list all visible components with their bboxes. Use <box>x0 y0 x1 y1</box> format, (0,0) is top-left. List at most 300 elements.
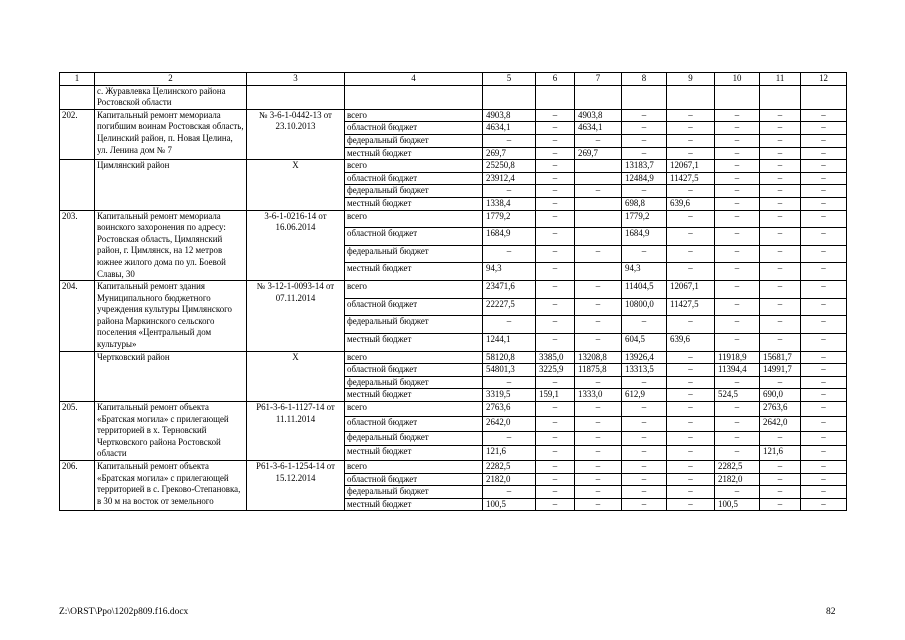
value-cell: – <box>575 486 622 499</box>
budget-label: областной бюджет <box>345 416 483 431</box>
value-cell: – <box>760 263 801 281</box>
value-cell: – <box>536 160 575 173</box>
value-cell: 1779,2 <box>483 210 536 228</box>
budget-label: федеральный бюджет <box>345 486 483 499</box>
value-cell: – <box>575 185 622 198</box>
value-cell: – <box>760 376 801 389</box>
value-cell: – <box>760 172 801 185</box>
value-cell: 4903,8 <box>575 109 622 122</box>
value-cell: – <box>715 245 760 263</box>
value-cell: 269,7 <box>483 147 536 160</box>
budget-label: областной бюджет <box>345 122 483 135</box>
value-cell: 121,6 <box>760 446 801 461</box>
value-cell: – <box>575 431 622 446</box>
table-row <box>60 210 847 228</box>
value-cell: – <box>667 416 715 431</box>
value-cell <box>575 172 622 185</box>
value-cell: 23912,4 <box>483 172 536 185</box>
object-name: Капитальный ремонт здания Муниципального бюджетного учреждения культуры Цимлянского района Маркинского сельского поселения «Центральный дом культуры» <box>95 281 247 352</box>
table-row <box>60 160 847 173</box>
budget-label: федеральный бюджет <box>345 134 483 147</box>
value-cell: – <box>575 473 622 486</box>
value-cell: – <box>760 185 801 198</box>
item-number: 203. <box>60 210 95 281</box>
column-header: 10 <box>715 73 760 86</box>
budget-label: всего <box>345 351 483 364</box>
column-header: 1 <box>60 73 95 86</box>
value-cell: – <box>622 446 667 461</box>
budget-label: местный бюджет <box>345 446 483 461</box>
item-number <box>60 85 95 109</box>
value-cell: 159,1 <box>536 389 575 402</box>
value-cell: – <box>575 134 622 147</box>
value-cell: – <box>667 210 715 228</box>
value-cell: – <box>715 376 760 389</box>
value-cell: – <box>622 486 667 499</box>
value-cell: – <box>667 134 715 147</box>
item-number <box>60 160 95 210</box>
value-cell: 100,5 <box>715 498 760 511</box>
value-cell: – <box>622 473 667 486</box>
value-cell: – <box>536 263 575 281</box>
budget-label: местный бюджет <box>345 263 483 281</box>
value-cell: – <box>536 498 575 511</box>
budget-label: всего <box>345 210 483 228</box>
column-header: 11 <box>760 73 801 86</box>
empty-cell <box>622 85 667 109</box>
value-cell: – <box>801 498 847 511</box>
value-cell: – <box>667 316 715 334</box>
value-cell: – <box>536 402 575 417</box>
value-cell: 22227,5 <box>483 298 536 316</box>
value-cell: – <box>575 334 622 352</box>
value-cell: 698,8 <box>622 197 667 210</box>
value-cell: – <box>667 263 715 281</box>
value-cell: – <box>667 486 715 499</box>
value-cell: – <box>483 134 536 147</box>
value-cell: – <box>622 316 667 334</box>
value-cell: – <box>760 160 801 173</box>
empty-cell <box>801 85 847 109</box>
column-header: 6 <box>536 73 575 86</box>
value-cell: – <box>801 461 847 474</box>
header-row <box>60 73 847 86</box>
value-cell: 3319,5 <box>483 389 536 402</box>
value-cell: 524,5 <box>715 389 760 402</box>
value-cell: 12067,1 <box>667 160 715 173</box>
value-cell: – <box>760 281 801 299</box>
value-cell: – <box>536 281 575 299</box>
value-cell: – <box>483 486 536 499</box>
value-cell: – <box>801 228 847 246</box>
empty-cell <box>667 85 715 109</box>
value-cell: – <box>760 473 801 486</box>
value-cell: – <box>536 416 575 431</box>
value-cell: – <box>483 316 536 334</box>
value-cell: – <box>760 298 801 316</box>
value-cell: – <box>801 147 847 160</box>
column-header: 7 <box>575 73 622 86</box>
value-cell: 13313,5 <box>622 364 667 377</box>
value-cell: – <box>667 228 715 246</box>
budget-label: федеральный бюджет <box>345 316 483 334</box>
value-cell: 11427,5 <box>667 298 715 316</box>
value-cell: – <box>536 122 575 135</box>
value-cell: 12067,1 <box>667 281 715 299</box>
budget-label: областной бюджет <box>345 172 483 185</box>
budget-label: областной бюджет <box>345 298 483 316</box>
value-cell: – <box>801 389 847 402</box>
value-cell: – <box>483 245 536 263</box>
table-row <box>60 109 847 122</box>
value-cell: – <box>715 281 760 299</box>
value-cell: – <box>801 473 847 486</box>
document-ref: 3-6-1-0216-14 от 16.06.2014 <box>247 210 345 281</box>
value-cell: 4634,1 <box>575 122 622 135</box>
value-cell: – <box>536 486 575 499</box>
value-cell: – <box>536 446 575 461</box>
value-cell: – <box>622 134 667 147</box>
column-header: 5 <box>483 73 536 86</box>
value-cell: – <box>667 109 715 122</box>
value-cell: 4903,8 <box>483 109 536 122</box>
column-header: 2 <box>95 73 247 86</box>
empty-cell <box>715 85 760 109</box>
value-cell: – <box>622 185 667 198</box>
value-cell: – <box>715 172 760 185</box>
value-cell: 269,7 <box>575 147 622 160</box>
value-cell: – <box>622 416 667 431</box>
object-name: Капитальный ремонт объекта «Братская могила» с прилегающей территорией в х. Терновский Чертковского района Ростовской области <box>95 402 247 461</box>
value-cell: 100,5 <box>483 498 536 511</box>
value-cell: 690,0 <box>760 389 801 402</box>
value-cell: – <box>715 298 760 316</box>
value-cell: – <box>536 245 575 263</box>
value-cell: 1338,4 <box>483 197 536 210</box>
value-cell: 612,9 <box>622 389 667 402</box>
value-cell: 1684,9 <box>622 228 667 246</box>
value-cell: – <box>575 298 622 316</box>
value-cell: – <box>622 461 667 474</box>
value-cell: – <box>715 134 760 147</box>
object-name: Чертковский район <box>95 351 247 401</box>
value-cell: – <box>536 461 575 474</box>
value-cell: – <box>801 446 847 461</box>
value-cell: – <box>667 446 715 461</box>
value-cell: – <box>801 316 847 334</box>
value-cell: – <box>575 316 622 334</box>
value-cell: – <box>715 486 760 499</box>
value-cell: – <box>667 461 715 474</box>
value-cell: 639,6 <box>667 197 715 210</box>
value-cell: – <box>760 498 801 511</box>
item-number <box>60 351 95 401</box>
table-row <box>60 85 847 109</box>
value-cell: 1244,1 <box>483 334 536 352</box>
column-header: 12 <box>801 73 847 86</box>
value-cell: 3385,0 <box>536 351 575 364</box>
value-cell: – <box>801 351 847 364</box>
value-cell: 604,5 <box>622 334 667 352</box>
object-name: с. Журавлевка Целинского района Ростовской области <box>95 85 247 109</box>
value-cell: – <box>622 245 667 263</box>
value-cell <box>575 160 622 173</box>
value-cell: – <box>715 446 760 461</box>
value-cell: 25250,8 <box>483 160 536 173</box>
object-name: Капитальный ремонт мемориала погибшим воинам Ростовская область, Целинский район, п. Новая Целина, ул. Ленина дом № 7 <box>95 109 247 159</box>
budget-label: местный бюджет <box>345 147 483 160</box>
document-ref <box>247 85 345 109</box>
document-ref: № 3-12-1-0093-14 от 07.11.2014 <box>247 281 345 352</box>
value-cell: – <box>760 431 801 446</box>
data-table <box>59 72 847 511</box>
value-cell: – <box>760 334 801 352</box>
budget-label: всего <box>345 461 483 474</box>
value-cell: – <box>760 245 801 263</box>
table-row <box>60 351 847 364</box>
value-cell: – <box>801 245 847 263</box>
value-cell: – <box>760 197 801 210</box>
value-cell: 23471,6 <box>483 281 536 299</box>
budget-label: областной бюджет <box>345 473 483 486</box>
value-cell: 121,6 <box>483 446 536 461</box>
value-cell: 13926,4 <box>622 351 667 364</box>
value-cell: – <box>483 431 536 446</box>
value-cell: 11394,4 <box>715 364 760 377</box>
value-cell: – <box>483 376 536 389</box>
value-cell: – <box>536 134 575 147</box>
value-cell: – <box>536 316 575 334</box>
value-cell: – <box>622 376 667 389</box>
value-cell: 15681,7 <box>760 351 801 364</box>
value-cell: – <box>760 316 801 334</box>
value-cell: – <box>801 402 847 417</box>
value-cell: – <box>801 263 847 281</box>
value-cell: 11875,8 <box>575 364 622 377</box>
value-cell: – <box>715 122 760 135</box>
value-cell: – <box>667 351 715 364</box>
column-header: 4 <box>345 73 483 86</box>
value-cell: – <box>667 364 715 377</box>
value-cell: – <box>536 109 575 122</box>
value-cell: – <box>536 228 575 246</box>
value-cell: – <box>801 376 847 389</box>
value-cell: – <box>667 376 715 389</box>
value-cell: – <box>801 431 847 446</box>
value-cell: – <box>715 210 760 228</box>
value-cell: – <box>575 402 622 417</box>
value-cell: 94,3 <box>483 263 536 281</box>
value-cell <box>575 228 622 246</box>
value-cell: – <box>536 210 575 228</box>
column-header: 3 <box>247 73 345 86</box>
budget-label: всего <box>345 109 483 122</box>
value-cell: – <box>801 172 847 185</box>
value-cell: – <box>715 316 760 334</box>
value-cell: 639,6 <box>667 334 715 352</box>
value-cell: – <box>575 281 622 299</box>
column-header: 8 <box>622 73 667 86</box>
value-cell: – <box>575 446 622 461</box>
value-cell: 10800,0 <box>622 298 667 316</box>
document-ref: № 3-6-1-0442-13 от 23.10.2013 <box>247 109 345 159</box>
value-cell: 11404,5 <box>622 281 667 299</box>
empty-cell <box>536 85 575 109</box>
budget-label: федеральный бюджет <box>345 185 483 198</box>
budget-label: всего <box>345 402 483 417</box>
value-cell: 13183,7 <box>622 160 667 173</box>
value-cell: – <box>622 109 667 122</box>
value-cell: – <box>536 185 575 198</box>
value-cell: – <box>667 245 715 263</box>
value-cell: – <box>667 122 715 135</box>
value-cell: – <box>575 376 622 389</box>
value-cell: – <box>715 160 760 173</box>
object-name: Цимлянский район <box>95 160 247 210</box>
value-cell: – <box>536 147 575 160</box>
budget-label: областной бюджет <box>345 364 483 377</box>
value-cell: – <box>760 486 801 499</box>
table-row <box>60 461 847 474</box>
value-cell: – <box>801 210 847 228</box>
value-cell: 2763,6 <box>760 402 801 417</box>
footer-file-path: Z:\ORST\Ppo\1202p809.f16.docx <box>59 607 189 617</box>
value-cell: – <box>715 334 760 352</box>
budget-label: местный бюджет <box>345 498 483 511</box>
value-cell: – <box>715 185 760 198</box>
value-cell: 11427,5 <box>667 172 715 185</box>
value-cell: – <box>622 122 667 135</box>
value-cell: – <box>760 228 801 246</box>
value-cell: 1684,9 <box>483 228 536 246</box>
value-cell: 94,3 <box>622 263 667 281</box>
value-cell: – <box>536 473 575 486</box>
value-cell: – <box>622 147 667 160</box>
empty-cell <box>483 85 536 109</box>
value-cell: – <box>536 298 575 316</box>
value-cell: – <box>801 281 847 299</box>
value-cell: 11918,9 <box>715 351 760 364</box>
value-cell: – <box>801 364 847 377</box>
value-cell: – <box>801 122 847 135</box>
value-cell: – <box>667 147 715 160</box>
value-cell: – <box>715 228 760 246</box>
value-cell: – <box>536 334 575 352</box>
value-cell: 54801,3 <box>483 364 536 377</box>
page-number: 82 <box>826 607 836 617</box>
value-cell: 58120,8 <box>483 351 536 364</box>
value-cell: – <box>801 134 847 147</box>
column-header: 9 <box>667 73 715 86</box>
value-cell: – <box>760 109 801 122</box>
table-body <box>60 73 847 511</box>
value-cell: – <box>575 498 622 511</box>
document-ref: Р61-3-6-1-1127-14 от 11.11.2014 <box>247 402 345 461</box>
value-cell: – <box>536 431 575 446</box>
value-cell: 2763,6 <box>483 402 536 417</box>
value-cell: – <box>760 134 801 147</box>
value-cell: 12484,9 <box>622 172 667 185</box>
budget-label: федеральный бюджет <box>345 245 483 263</box>
empty-cell <box>575 85 622 109</box>
item-number: 202. <box>60 109 95 159</box>
value-cell <box>575 210 622 228</box>
value-cell: – <box>715 109 760 122</box>
value-cell: 2282,5 <box>483 461 536 474</box>
budget-label: местный бюджет <box>345 197 483 210</box>
value-cell: 14991,7 <box>760 364 801 377</box>
value-cell: 2182,0 <box>715 473 760 486</box>
table-row <box>60 281 847 299</box>
value-cell: – <box>715 263 760 281</box>
value-cell: – <box>760 210 801 228</box>
value-cell: – <box>760 122 801 135</box>
budget-label: областной бюджет <box>345 228 483 246</box>
value-cell: – <box>801 160 847 173</box>
budget-label: федеральный бюджет <box>345 376 483 389</box>
value-cell: – <box>801 109 847 122</box>
value-cell: 2642,0 <box>483 416 536 431</box>
value-cell: – <box>536 172 575 185</box>
value-cell: 13208,8 <box>575 351 622 364</box>
value-cell: – <box>715 402 760 417</box>
value-cell: – <box>715 147 760 160</box>
value-cell: 2182,0 <box>483 473 536 486</box>
value-cell: – <box>536 376 575 389</box>
value-cell: 1333,0 <box>575 389 622 402</box>
value-cell: – <box>622 498 667 511</box>
value-cell: – <box>667 185 715 198</box>
budget-label: всего <box>345 281 483 299</box>
value-cell: – <box>622 431 667 446</box>
value-cell: – <box>801 197 847 210</box>
value-cell: 3225,9 <box>536 364 575 377</box>
value-cell: – <box>801 298 847 316</box>
value-cell: – <box>667 498 715 511</box>
value-cell: – <box>483 185 536 198</box>
budget-label: местный бюджет <box>345 389 483 402</box>
budget-label: местный бюджет <box>345 334 483 352</box>
value-cell: – <box>667 473 715 486</box>
value-cell <box>575 197 622 210</box>
document-ref: Х <box>247 351 345 401</box>
value-cell: 2642,0 <box>760 416 801 431</box>
value-cell: – <box>801 486 847 499</box>
value-cell: – <box>667 402 715 417</box>
table-row <box>60 402 847 417</box>
value-cell: – <box>801 185 847 198</box>
value-cell: – <box>667 389 715 402</box>
object-name: Капитальный ремонт объекта «Братская могила» с прилегающей территорией в с. Греково-Степановка, в 30 м на восток от земельного <box>95 461 247 511</box>
item-number: 206. <box>60 461 95 511</box>
value-cell: – <box>575 461 622 474</box>
value-cell: – <box>715 416 760 431</box>
document-ref: Х <box>247 160 345 210</box>
value-cell: – <box>760 461 801 474</box>
value-cell: – <box>715 431 760 446</box>
item-number: 205. <box>60 402 95 461</box>
value-cell: – <box>801 416 847 431</box>
object-name: Капитальный ремонт мемориала воинского захоронения по адресу: Ростовская область, Цимлянский район, г. Цимлянск, на 12 метров южнее жилого дома по ул. Боевой Славы, 30 <box>95 210 247 281</box>
value-cell: – <box>622 402 667 417</box>
empty-cell <box>760 85 801 109</box>
item-number: 204. <box>60 281 95 352</box>
value-cell: – <box>760 147 801 160</box>
value-cell: – <box>575 245 622 263</box>
value-cell: – <box>536 197 575 210</box>
value-cell: – <box>575 416 622 431</box>
value-cell: – <box>667 431 715 446</box>
